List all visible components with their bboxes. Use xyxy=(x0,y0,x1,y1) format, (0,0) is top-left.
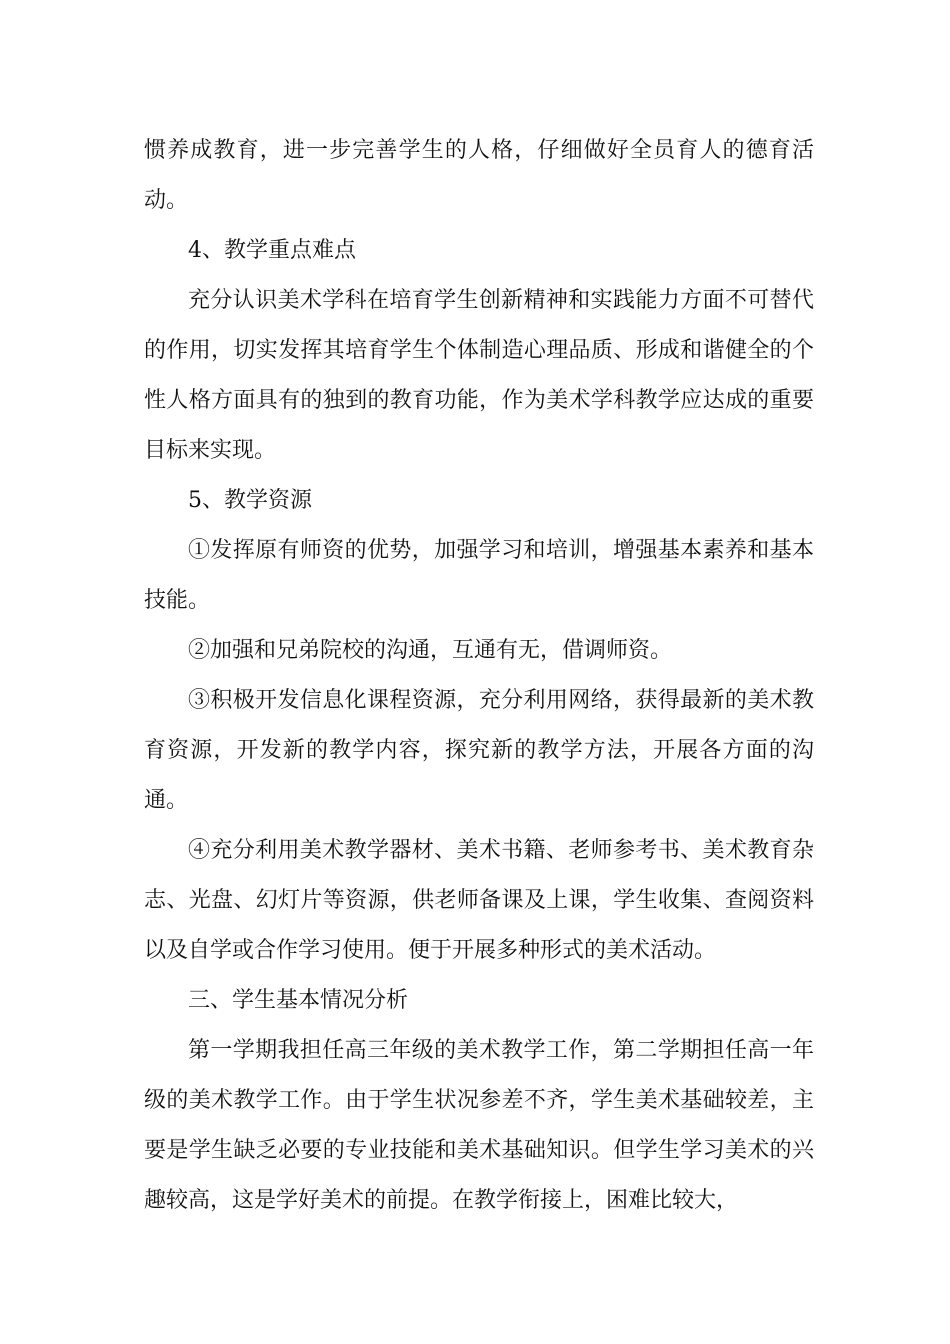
section-heading-teaching-focus: 4、教学重点难点 xyxy=(188,238,356,263)
list-item-resource-1: ①发挥原有师资的优势，加强学习和培训，增强基本素养和基本技能。 xyxy=(144,538,814,613)
paragraph-continuation: 惯养成教育，进一步完善学生的人格，仔细做好全员育人的德育活动。 xyxy=(144,138,814,213)
section-heading-teaching-resources: 5、教学资源 xyxy=(188,488,312,513)
section-heading-student-analysis: 三、学生基本情况分析 xyxy=(188,988,409,1013)
paragraph-teaching-focus: 充分认识美术学科在培育学生创新精神和实践能力方面不可替代的作用，切实发挥其培育学生个体制造心理品质、形成和谐健全的个性人格方面具有的独到的教育功能，作为美术学科教学应达成的重要目标来实现。 xyxy=(144,288,814,463)
list-item-resource-2: ②加强和兄弟院校的沟通，互通有无，借调师资。 xyxy=(188,638,673,663)
list-item-resource-3: ③积极开发信息化课程资源，充分利用网络，获得最新的美术教育资源，开发新的教学内容，探究新的教学方法，开展各方面的沟通。 xyxy=(144,688,814,813)
paragraph-student-analysis: 第一学期我担任高三年级的美术教学工作，第二学期担任高一年级的美术教学工作。由于学生状况参差不齐，学生美术基础较差，主要是学生缺乏必要的专业技能和美术基础知识。但学生学习美术的兴趣较高，这是学好美术的前提。在教学衔接上，困难比较大， xyxy=(144,1038,814,1213)
list-item-resource-4: ④充分利用美术教学器材、美术书籍、老师参考书、美术教育杂志、光盘、幻灯片等资源，供老师备课及上课，学生收集、查阅资料以及自学或合作学习使用。便于开展多种形式的美术活动。 xyxy=(144,838,814,963)
document-body xyxy=(144,126,814,1226)
